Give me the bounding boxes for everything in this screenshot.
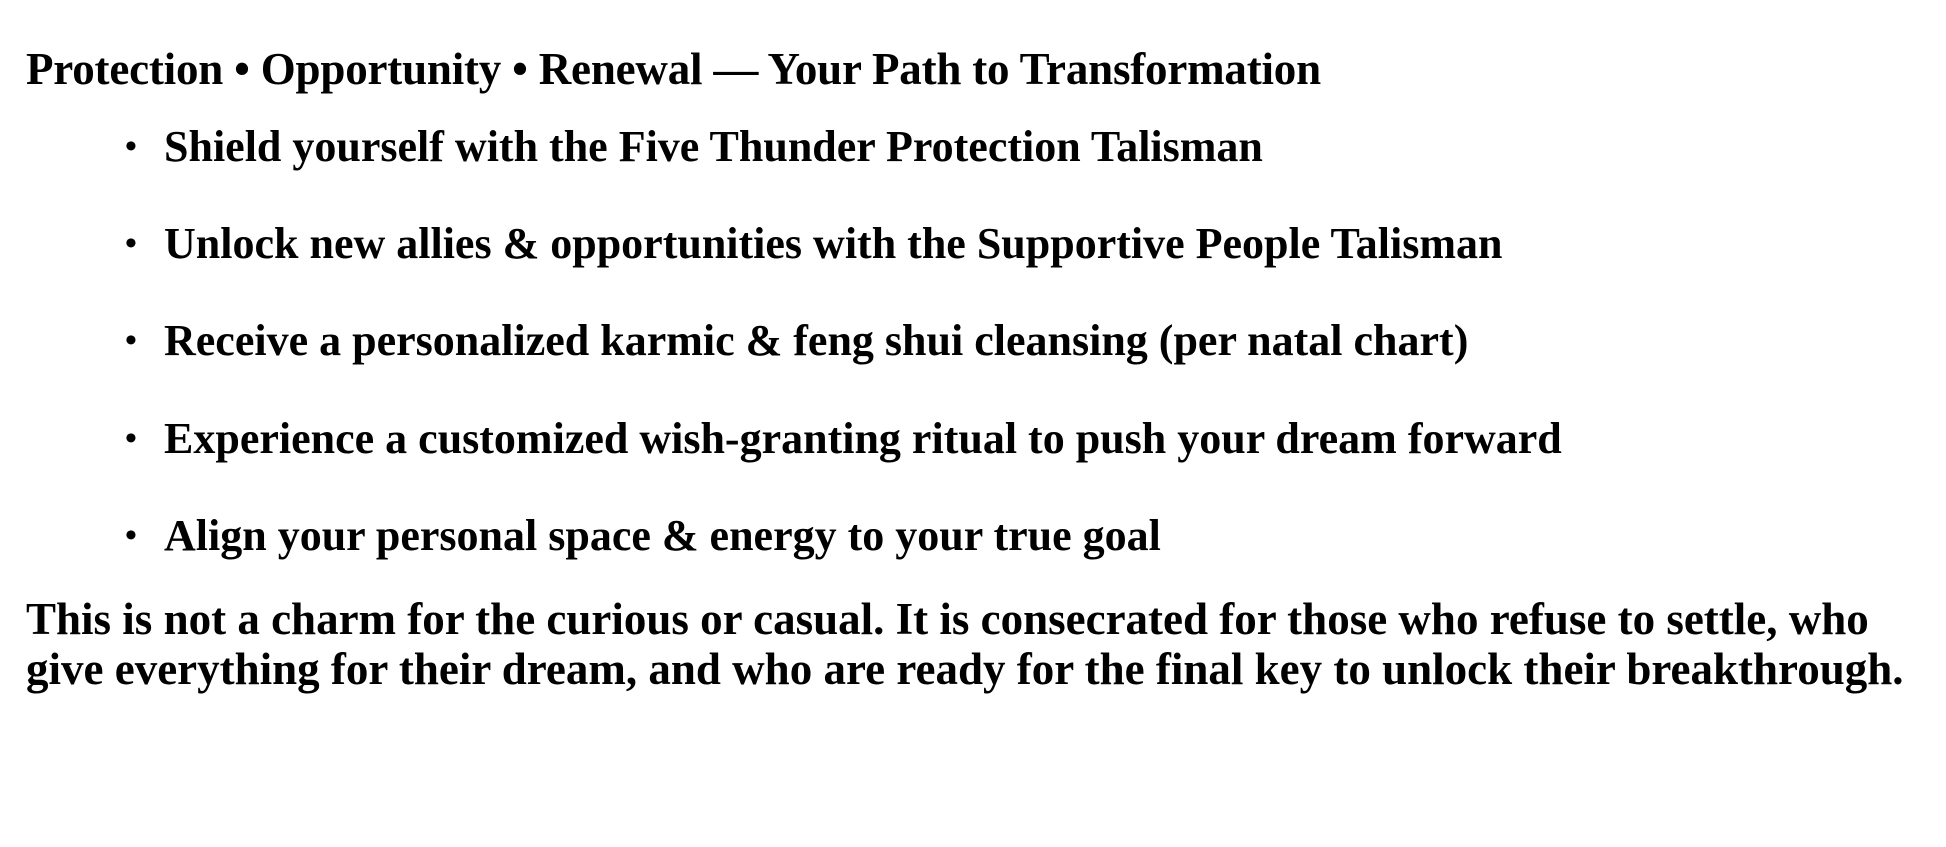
bullet-icon: • [125,516,137,554]
list-item [26,219,1922,268]
bullet-icon: • [125,322,137,360]
list-item-label: Align your personal space & energy to your true goal [164,510,1161,560]
page-title: Protection • Opportunity • Renewal — Your Path to Transformation [26,44,1321,94]
bullet-icon: • [125,127,137,165]
list-item [26,511,1922,560]
bullet-icon: • [125,419,137,457]
list-item [26,316,1922,365]
list-item [26,122,1922,171]
closing-paragraph: This is not a charm for the curious or casual. It is consecrated for those who refuse to settle, who give everything for their dream, and who are ready for the final key to unlock their breakthrough. [26,594,1904,695]
list-item-label: Experience a customized wish-granting ritual to push your dream forward [164,413,1562,463]
list-item-label: Unlock new allies & opportunities with the Supportive People Talisman [164,219,1503,269]
list-item-label: Shield yourself with the Five Thunder Protection Talisman [164,121,1263,171]
list-item-label: Receive a personalized karmic & feng shui cleansing (per natal chart) [164,316,1469,366]
list-item [26,414,1922,463]
benefits-list [26,122,1922,560]
bullet-icon: • [125,225,137,263]
